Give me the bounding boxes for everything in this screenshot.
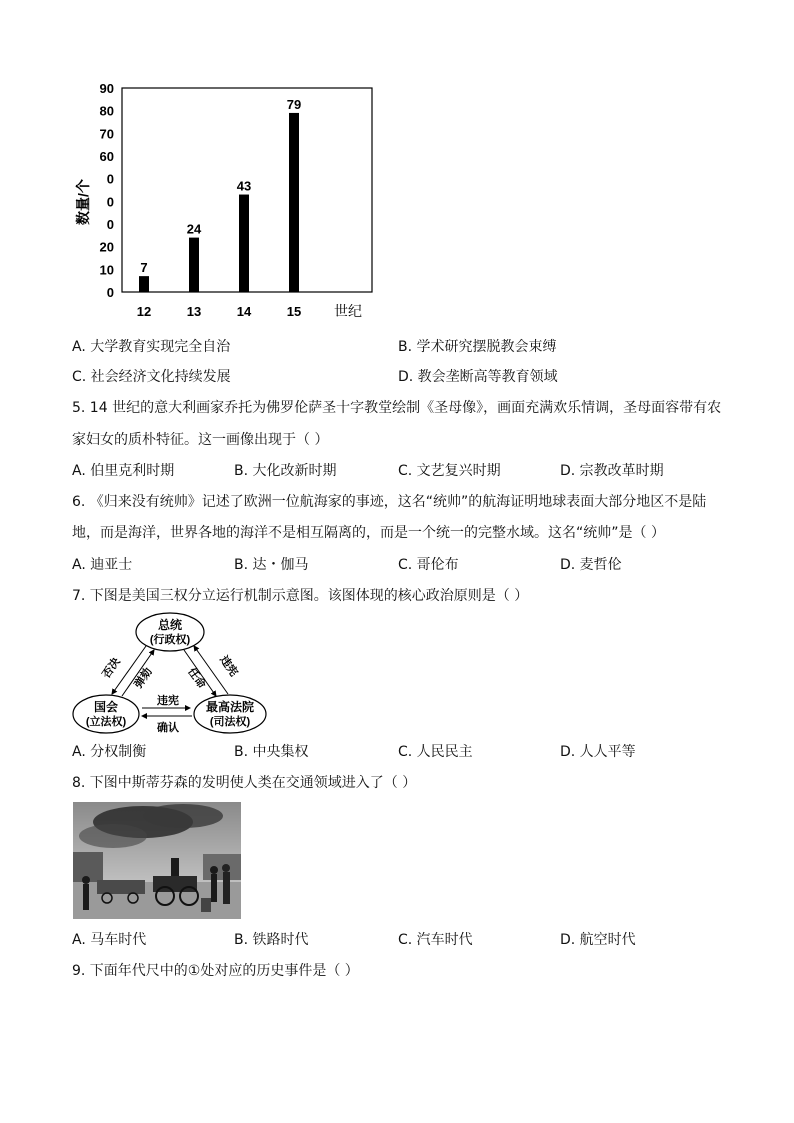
- supreme-court-sublabel: (司法权): [209, 716, 251, 728]
- y-tick-label: 70: [99, 126, 114, 142]
- y-tick-label: 10: [99, 262, 114, 278]
- x-axis-label: 世纪: [334, 303, 362, 319]
- unconstitutional-top-text: 违宪: [217, 653, 240, 679]
- q7-stem: 7. 下图是美国三权分立运行机制示意图。该图体现的核心政治原则是（ ）: [72, 588, 529, 604]
- q4-option-b[interactable]: B. 学术研究摆脱教会束缚: [398, 339, 557, 355]
- x-tick-label: 14: [236, 304, 252, 319]
- unconstitutional-bottom-text: 违宪: [157, 695, 179, 707]
- confirm-text: 确认: [157, 722, 179, 734]
- president-label: 总统: [157, 618, 183, 632]
- appoint-text: 任命: [185, 665, 208, 691]
- y-tick-label: 0: [106, 217, 114, 232]
- q6-option-b[interactable]: B. 达・伽马: [234, 557, 309, 573]
- president-sublabel: (行政权): [149, 634, 191, 646]
- bar-data-label: 43: [236, 178, 252, 194]
- bar-chart: [70, 78, 380, 328]
- x-tick-label: 13: [186, 304, 202, 319]
- bar: [139, 276, 149, 292]
- q5-stem-line1: 5. 14 世纪的意大利画家乔托为佛罗伦萨圣十字教堂绘制《圣母像》，画面充满欢乐情调，圣母面容带有农: [72, 400, 722, 416]
- x-tick-label: 12: [136, 304, 152, 319]
- q7-option-b[interactable]: B. 中央集权: [234, 744, 309, 760]
- veto-text: 否决: [100, 655, 123, 681]
- impeach-text: 弹劾: [132, 665, 155, 691]
- y-tick-label: 0: [106, 171, 114, 187]
- q7-option-c[interactable]: C. 人民民主: [398, 744, 473, 760]
- q8-option-a[interactable]: A. 马车时代: [72, 932, 147, 948]
- q8-option-d[interactable]: D. 航空时代: [560, 932, 636, 948]
- q4-option-c[interactable]: C. 社会经济文化持续发展: [72, 369, 231, 385]
- q9-stem: 9. 下面年代尺中的①处对应的历史事件是（ ）: [72, 963, 359, 979]
- y-tick-label: 0: [106, 194, 114, 210]
- bar-data-label: 79: [286, 96, 302, 112]
- y-tick-label: 0: [106, 285, 114, 300]
- q8-stem: 8. 下图中斯蒂芬森的发明使人类在交通领域进入了（ ）: [72, 775, 417, 791]
- bar-data-label: 7: [140, 260, 148, 276]
- y-axis-label: 数量/个: [75, 179, 91, 225]
- congress-sublabel: (立法权): [85, 716, 127, 728]
- q4-option-a[interactable]: A. 大学教育实现完全自治: [72, 339, 231, 355]
- chart-svg: [70, 78, 380, 328]
- q6-option-c[interactable]: C. 哥伦布: [398, 557, 459, 573]
- q5-stem-line2: 家妇女的质朴特征。这一画像出现于（ ）: [72, 432, 329, 448]
- q6-stem-line2: 地，而是海洋，世界各地的海洋不是相互隔离的，而是一个统一的完整水域。这名“统帅”是（ ）: [72, 525, 665, 541]
- locomotive-illustration: [73, 802, 241, 919]
- q5-option-c[interactable]: C. 文艺复兴时期: [398, 463, 501, 479]
- q6-option-a[interactable]: A. 迪亚士: [72, 557, 133, 573]
- q8-option-b[interactable]: B. 铁路时代: [234, 932, 309, 948]
- separation-of-powers-diagram: [70, 610, 270, 740]
- y-tick-label: 80: [99, 103, 114, 119]
- q6-stem-line1: 6. 《归来没有统帅》记述了欧洲一位航海家的事迹，这名“统帅”的航海证明地球表面大部分地区不是陆: [72, 494, 707, 510]
- q6-option-d[interactable]: D. 麦哲伦: [560, 557, 622, 573]
- q8-option-c[interactable]: C. 汽车时代: [398, 932, 473, 948]
- x-tick-label: 15: [286, 304, 302, 319]
- bar-data-label: 24: [186, 221, 202, 237]
- q7-option-a[interactable]: A. 分权制衡: [72, 744, 147, 760]
- y-tick-label: 60: [99, 149, 114, 164]
- y-tick-label: 90: [99, 81, 114, 96]
- supreme-court-label: 最高法院: [205, 700, 255, 714]
- q4-option-d[interactable]: D. 教会垄断高等教育领域: [398, 369, 558, 385]
- q5-option-d[interactable]: D. 宗教改革时期: [560, 463, 664, 479]
- bar: [239, 195, 249, 292]
- q5-option-a[interactable]: A. 伯里克利时期: [72, 463, 175, 479]
- bar: [189, 238, 199, 292]
- y-tick-label: 20: [99, 239, 114, 255]
- bar: [289, 113, 299, 292]
- q5-option-b[interactable]: B. 大化改新时期: [234, 463, 337, 479]
- congress-label: 国会: [93, 700, 119, 714]
- q7-option-d[interactable]: D. 人人平等: [560, 744, 636, 760]
